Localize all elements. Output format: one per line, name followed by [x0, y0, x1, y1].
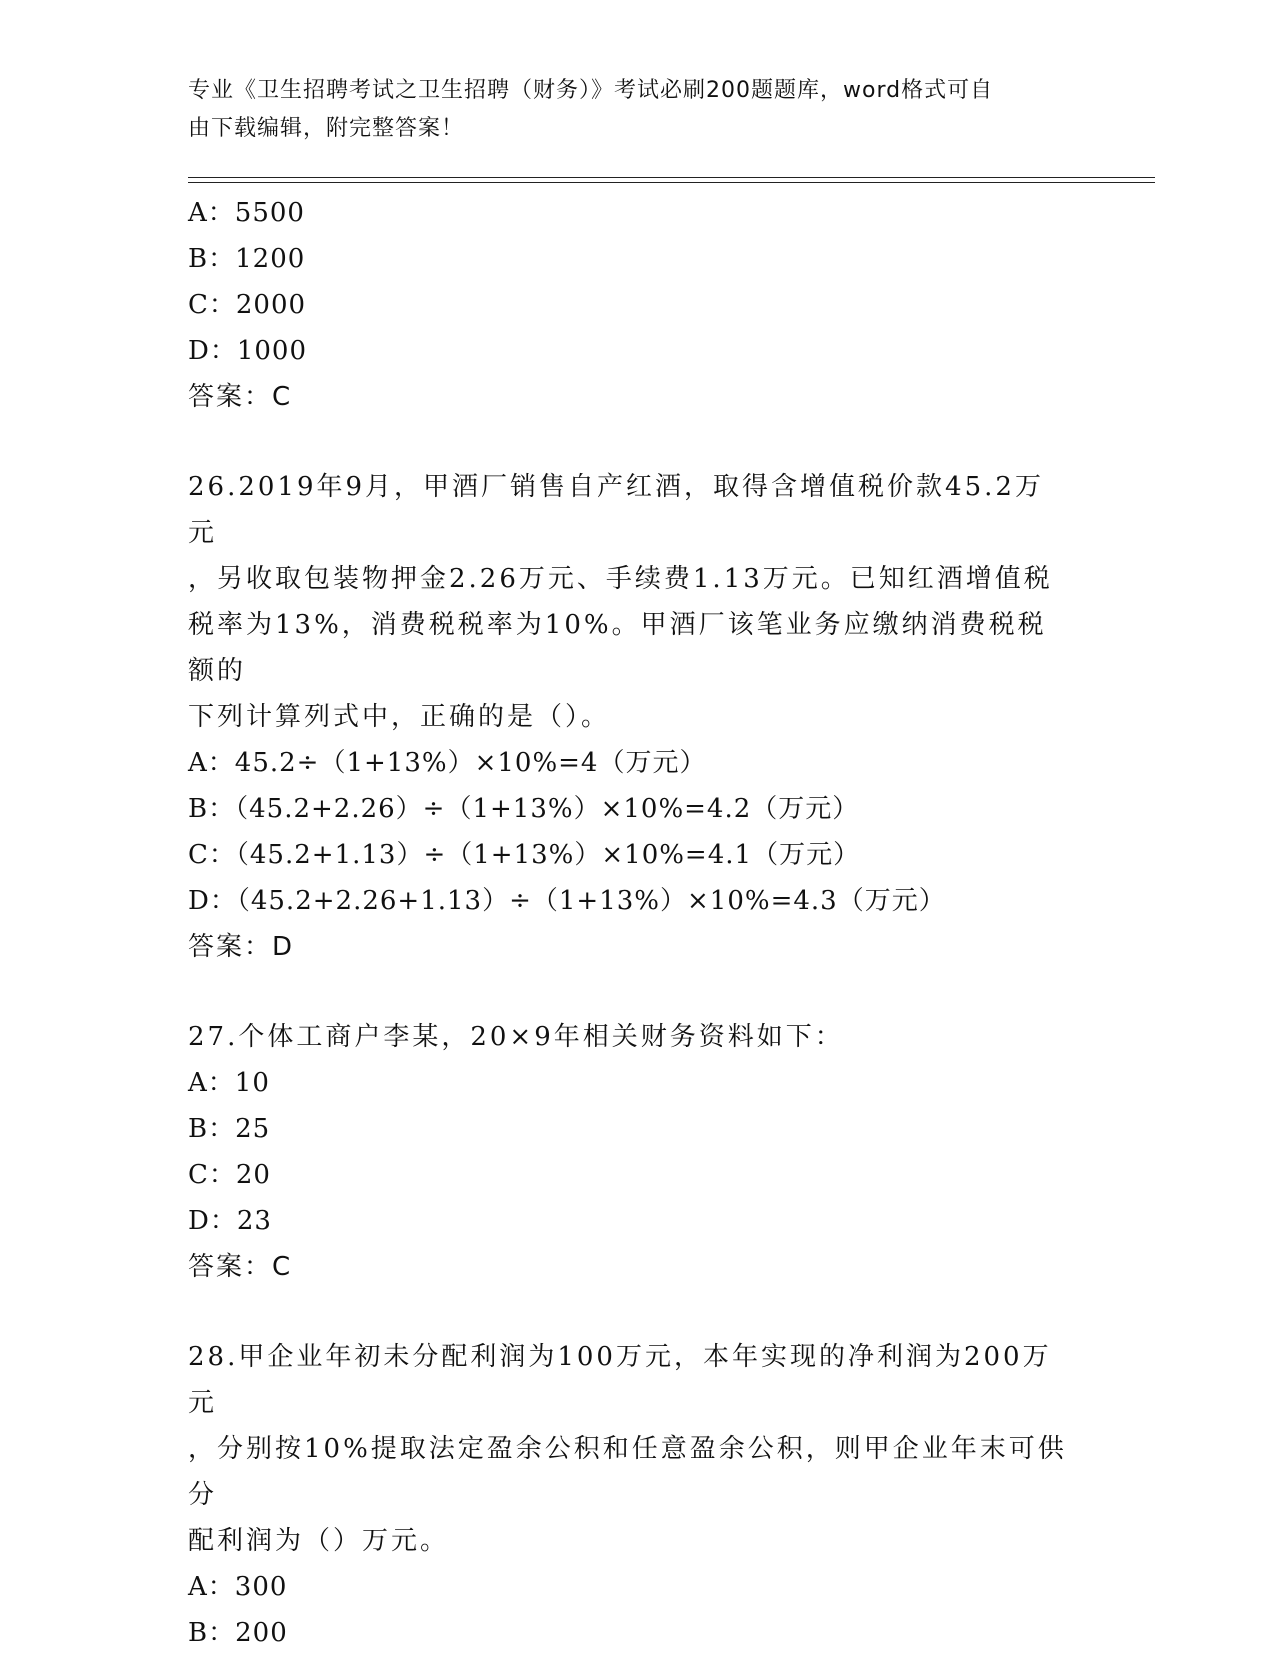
question-stem-line: ，分别按10%提取法定盈余公积和任意盈余公积，则甲企业年末可供分	[188, 1434, 1067, 1510]
header-divider-top	[188, 177, 1155, 178]
question-stem-line: 27.个体工商户李某，20×9年相关财务资料如下：	[188, 1022, 844, 1052]
header-line-2: 由下载编辑，附完整答案！	[188, 116, 465, 141]
option-d: D：（45.2+2.26+1.13）÷（1+13%）×10%=4.3（万元）	[188, 886, 946, 916]
question-stem-line: 税率为13%，消费税税率为10%。甲酒厂该笔业务应缴纳消费税税额的	[188, 610, 1047, 686]
option-b: B：25	[188, 1114, 271, 1144]
option-a: A：5500	[188, 198, 305, 228]
question-27	[188, 1014, 1088, 1290]
answer-line: 答案：D	[188, 932, 295, 962]
question-stem-line: 28.甲企业年初未分配利润为100万元，本年实现的净利润为200万元	[188, 1342, 1052, 1418]
option-b: B：200	[188, 1618, 288, 1648]
option-c: C：20	[188, 1160, 271, 1190]
question-stem-line: ，另收取包装物押金2.26万元、手续费1.13万元。已知红酒增值税	[188, 564, 1053, 594]
option-a: A：300	[188, 1572, 288, 1602]
question-stem	[188, 1014, 1068, 1060]
option-d: D：23	[188, 1206, 272, 1236]
answer-line: 答案：C	[188, 1252, 293, 1282]
question-list	[188, 190, 1088, 1656]
question-stem-line: 下列计算列式中，正确的是（）。	[188, 702, 611, 732]
header-line-1: 专业《卫生招聘考试之卫生招聘（财务）》考试必刷200题题库，word格式可自	[188, 78, 994, 103]
question-stem	[188, 464, 1068, 740]
option-b: B：1200	[188, 244, 306, 274]
option-d: D：1000	[188, 336, 308, 366]
question-25	[188, 190, 1088, 420]
option-c: C：（45.2+1.13）÷（1+13%）×10%=4.1（万元）	[188, 840, 861, 870]
question-stem-line: 配利润为（）万元。	[188, 1526, 450, 1556]
option-c: C：2000	[188, 290, 307, 320]
spacer	[188, 970, 1088, 1014]
header-divider-bottom	[188, 182, 1155, 183]
spacer	[188, 420, 1088, 464]
question-28	[188, 1334, 1088, 1656]
option-b: B：（45.2+2.26）÷（1+13%）×10%=4.2（万元）	[188, 794, 860, 824]
spacer	[188, 1290, 1088, 1334]
document-header	[188, 72, 1068, 148]
question-stem	[188, 1334, 1068, 1564]
question-26	[188, 464, 1088, 970]
option-a: A：10	[188, 1068, 270, 1098]
question-stem-line: 26.2019年9月，甲酒厂销售自产红酒，取得含增值税价款45.2万元	[188, 472, 1044, 548]
answer-line: 答案：C	[188, 382, 293, 412]
option-a: A：45.2÷（1+13%）×10%=4（万元）	[188, 748, 707, 778]
